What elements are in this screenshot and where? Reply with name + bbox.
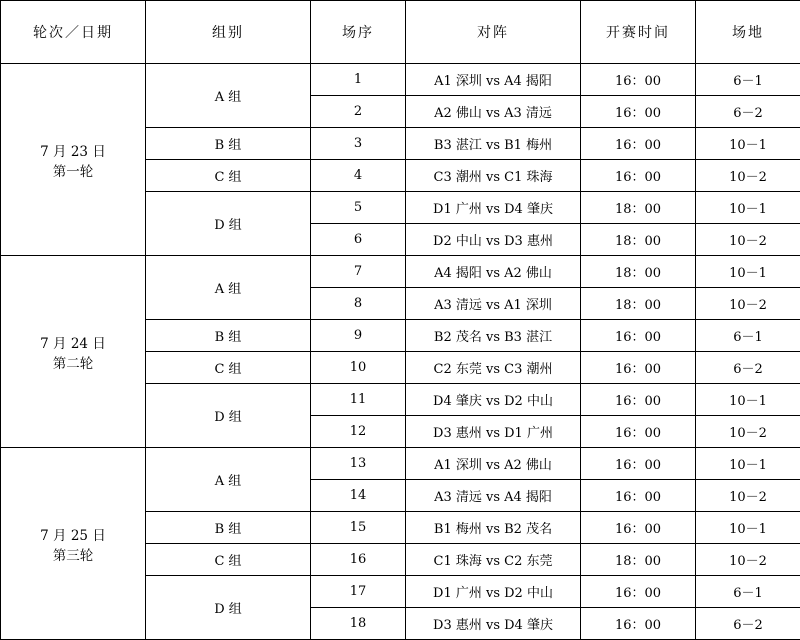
match-order-cell: 18 [311,608,406,640]
match-time-cell: 16：00 [581,128,696,160]
match-fixture-cell: D4 肇庆 vs D2 中山 [406,384,581,416]
header-cell-date: 轮次／日期 [1,1,146,64]
match-order-cell: 3 [311,128,406,160]
round-date-line2: 第三轮 [3,544,143,564]
match-fixture-cell: B3 湛江 vs B1 梅州 [406,128,581,160]
match-fixture-cell: D1 广州 vs D4 肇庆 [406,192,581,224]
round-date-line1: 7 月 23 日 [3,140,143,160]
group-cell: D 组 [146,384,311,448]
match-time-cell: 16：00 [581,352,696,384]
match-fixture-cell: C1 珠海 vs C2 东莞 [406,544,581,576]
round-date-cell [1,256,146,448]
table-body [1,64,800,640]
match-time-cell: 18：00 [581,288,696,320]
group-cell: B 组 [146,128,311,160]
match-order-cell: 4 [311,160,406,192]
match-time-cell: 18：00 [581,192,696,224]
group-cell: B 组 [146,512,311,544]
match-venue-cell: 10－1 [696,512,800,544]
header-cell-time: 开赛时间 [581,1,696,64]
match-fixture-cell: A3 清远 vs A1 深圳 [406,288,581,320]
match-order-cell: 7 [311,256,406,288]
match-venue-cell: 6－1 [696,64,800,96]
match-time-cell: 16：00 [581,160,696,192]
match-order-cell: 13 [311,448,406,480]
match-venue-cell: 10－2 [696,224,800,256]
match-venue-cell: 10－1 [696,384,800,416]
match-fixture-cell: A1 深圳 vs A4 揭阳 [406,64,581,96]
match-time-cell: 16：00 [581,448,696,480]
match-venue-cell: 10－2 [696,416,800,448]
match-venue-cell: 6－2 [696,352,800,384]
group-cell: D 组 [146,576,311,640]
match-order-cell: 2 [311,96,406,128]
match-venue-cell: 10－2 [696,288,800,320]
match-fixture-cell: D3 惠州 vs D4 肇庆 [406,608,581,640]
group-cell: D 组 [146,192,311,256]
header-cell-order: 场序 [311,1,406,64]
match-venue-cell: 10－1 [696,192,800,224]
match-time-cell: 16：00 [581,416,696,448]
match-fixture-cell: A2 佛山 vs A3 清远 [406,96,581,128]
match-venue-cell: 6－1 [696,320,800,352]
match-order-cell: 11 [311,384,406,416]
match-fixture-cell: C2 东莞 vs C3 潮州 [406,352,581,384]
match-venue-cell: 10－1 [696,256,800,288]
match-venue-cell: 6－2 [696,96,800,128]
match-fixture-cell: D2 中山 vs D3 惠州 [406,224,581,256]
match-order-cell: 17 [311,576,406,608]
match-venue-cell: 10－1 [696,128,800,160]
header-row [1,1,800,64]
match-time-cell: 18：00 [581,256,696,288]
match-venue-cell: 10－2 [696,544,800,576]
match-fixture-cell: D1 广州 vs D2 中山 [406,576,581,608]
match-fixture-cell: A1 深圳 vs A2 佛山 [406,448,581,480]
group-cell: A 组 [146,448,311,512]
group-cell: A 组 [146,64,311,128]
group-cell: C 组 [146,352,311,384]
match-time-cell: 16：00 [581,480,696,512]
match-order-cell: 10 [311,352,406,384]
table-header [1,1,800,64]
match-time-cell: 18：00 [581,544,696,576]
table-row [1,448,800,480]
match-fixture-cell: B1 梅州 vs B2 茂名 [406,512,581,544]
match-time-cell: 16：00 [581,320,696,352]
match-order-cell: 14 [311,480,406,512]
match-fixture-cell: A3 清远 vs A4 揭阳 [406,480,581,512]
match-order-cell: 15 [311,512,406,544]
header-cell-group: 组别 [146,1,311,64]
header-cell-venue: 场地 [696,1,800,64]
match-order-cell: 9 [311,320,406,352]
header-cell-match: 对阵 [406,1,581,64]
group-cell: B 组 [146,320,311,352]
table-row [1,256,800,288]
match-order-cell: 5 [311,192,406,224]
match-fixture-cell: A4 揭阳 vs A2 佛山 [406,256,581,288]
match-order-cell: 12 [311,416,406,448]
match-fixture-cell: D3 惠州 vs D1 广州 [406,416,581,448]
match-time-cell: 16：00 [581,608,696,640]
group-cell: C 组 [146,160,311,192]
match-fixture-cell: C3 潮州 vs C1 珠海 [406,160,581,192]
match-time-cell: 16：00 [581,96,696,128]
match-order-cell: 6 [311,224,406,256]
group-cell: C 组 [146,544,311,576]
round-date-cell [1,64,146,256]
match-venue-cell: 10－1 [696,448,800,480]
match-time-cell: 18：00 [581,224,696,256]
match-order-cell: 8 [311,288,406,320]
group-cell: A 组 [146,256,311,320]
match-venue-cell: 6－2 [696,608,800,640]
match-time-cell: 16：00 [581,384,696,416]
match-fixture-cell: B2 茂名 vs B3 湛江 [406,320,581,352]
match-venue-cell: 6－1 [696,576,800,608]
round-date-line1: 7 月 24 日 [3,332,143,352]
match-venue-cell: 10－2 [696,160,800,192]
match-order-cell: 1 [311,64,406,96]
match-order-cell: 16 [311,544,406,576]
table-row [1,64,800,96]
round-date-line2: 第一轮 [3,160,143,180]
match-time-cell: 16：00 [581,64,696,96]
round-date-line2: 第二轮 [3,352,143,372]
match-time-cell: 16：00 [581,576,696,608]
match-venue-cell: 10－2 [696,480,800,512]
match-time-cell: 16：00 [581,512,696,544]
round-date-cell [1,448,146,640]
round-date-line1: 7 月 25 日 [3,524,143,544]
